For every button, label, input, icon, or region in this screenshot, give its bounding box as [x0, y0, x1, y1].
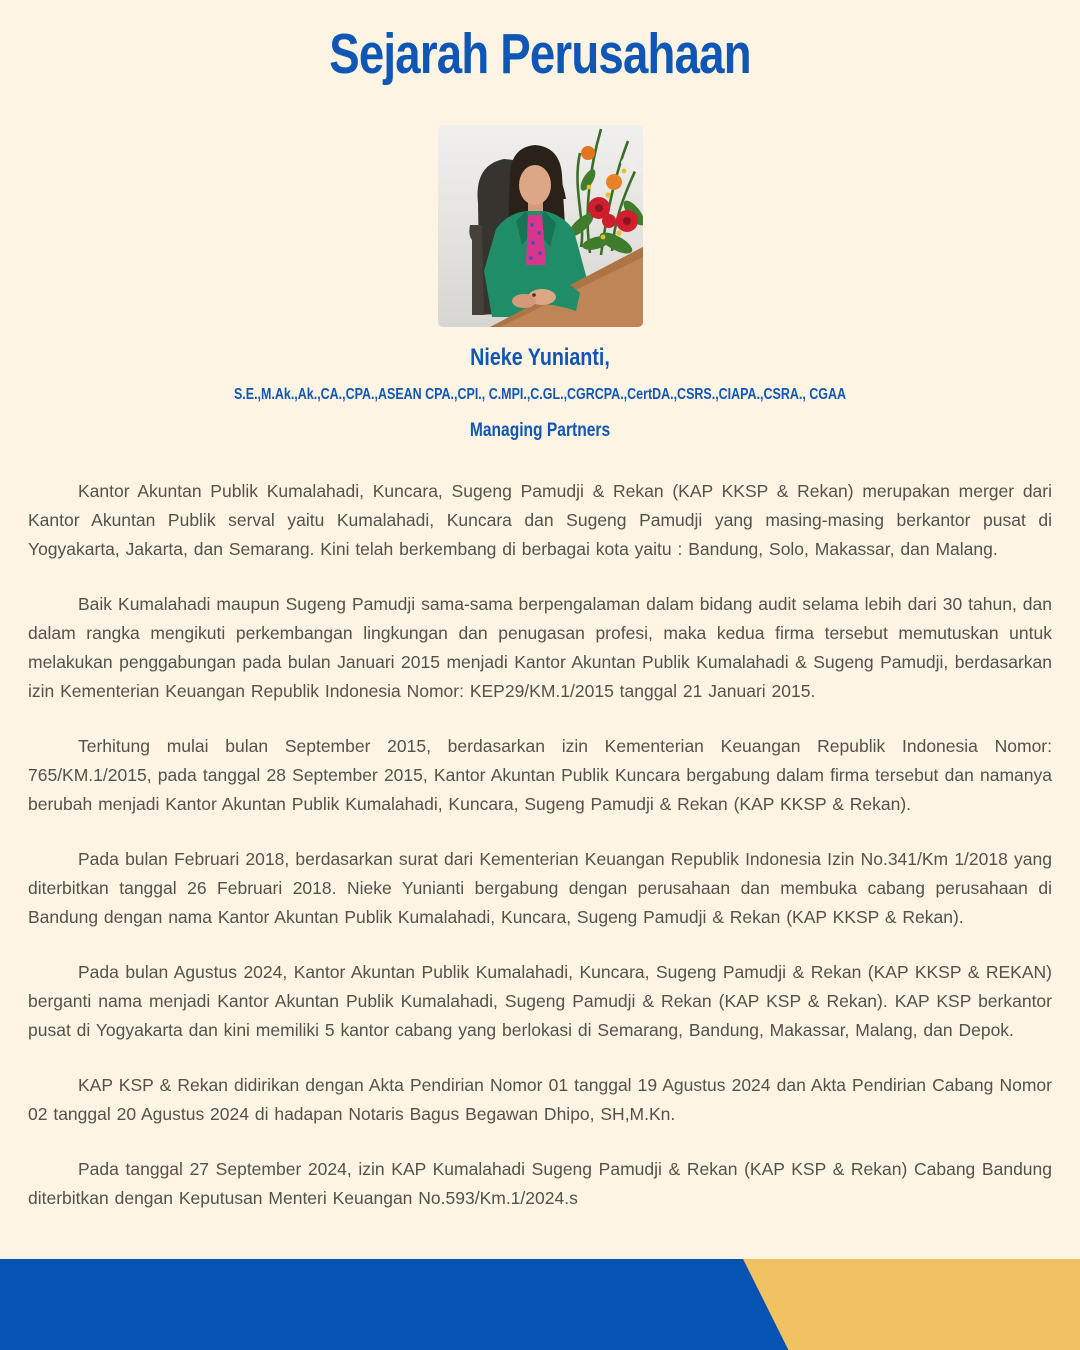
portrait-photo	[438, 125, 643, 327]
history-paragraph-2: Baik Kumalahadi maupun Sugeng Pamudji sama-sama berpengalaman dalam bidang audit selama lebih dari 30 tahun, dan dalam rangka mengikuti perkembangan lingkungan dan penugasan profesi, maka kedua firma tersebut memutuskan untuk melakukan penggabungan pada bulan Januari 2015 menjadi Kantor Akuntan Publik Kumalahadi & Sugeng Pamudji, berdasarkan izin Kementerian Keuangan Republik Indonesia Nomor: KEP29/KM.1/2015 tanggal 21 Januari 2015.	[28, 594, 1052, 701]
history-paragraph-5: Pada bulan Agustus 2024, Kantor Akuntan Publik Kumalahadi, Kuncara, Sugeng Pamudji & Rekan (KAP KKSP & REKAN) berganti nama menjadi Kantor Akuntan Publik Kumalahadi, Sugeng Pamudji & Rekan (KAP KSP & Rekan). KAP KSP berkantor pusat di Yogyakarta dan kini memiliki 5 kantor cabang yang berlokasi di Semarang, Bandung, Makassar, Malang, dan Depok.	[28, 962, 1052, 1040]
footer-band	[0, 1259, 1080, 1350]
profile-role: Managing Partners	[469, 420, 611, 441]
footer-yellow-wedge	[0, 1259, 1080, 1350]
history-text	[0, 477, 1080, 1213]
history-paragraph-7: Pada tanggal 27 September 2024, izin KAP Kumalahadi Sugeng Pamudji & Rekan (KAP KSP & Rekan) Cabang Bandung diterbitkan dengan Keputusan Menteri Keuangan No.593/Km.1/2024.s	[28, 1159, 1052, 1208]
portrait-photo-illustration	[438, 125, 643, 327]
history-paragraph-1: Kantor Akuntan Publik Kumalahadi, Kuncara, Sugeng Pamudji & Rekan (KAP KKSP & Rekan) merupakan merger dari Kantor Akuntan Publik serval yaitu Kumalahadi, Kuncara dan Sugeng Pamudji yang masing-masing berkantor pusat di Yogyakarta, Jakarta, dan Semarang. Kini telah berkembang di berbagai kota yaitu : Bandung, Solo, Makassar, dan Malang.	[28, 481, 1052, 559]
profile-name: Nieke Yunianti,	[470, 344, 610, 371]
history-paragraph-3: Terhitung mulai bulan September 2015, berdasarkan izin Kementerian Keuangan Republik Indonesia Nomor: 765/KM.1/2015, pada tanggal 28 September 2015, Kantor Akuntan Publik Kuncara bergabung dalam firma tersebut dan namanya berubah menjadi Kantor Akuntan Publik Kumalahadi, Kuncara, Sugeng Pamudji & Rekan (KAP KKSP & Rekan).	[28, 736, 1052, 814]
profile-credentials: S.E.,M.Ak.,Ak.,CA.,CPA.,ASEAN CPA.,CPI., C.MPI.,C.GL.,CGRCPA.,CertDA.,CSRS.,CIAPA.,CSRA., CGAA	[233, 386, 847, 403]
history-paragraph-6: KAP KSP & Rekan didirikan dengan Akta Pendirian Nomor 01 tanggal 19 Agustus 2024 dan Akta Pendirian Cabang Nomor 02 tanggal 20 Agustus 2024 di hadapan Notaris Bagus Begawan Dhipo, SH,M.Kn.	[28, 1075, 1052, 1124]
history-paragraph-4: Pada bulan Februari 2018, berdasarkan surat dari Kementerian Keuangan Republik Indonesia Izin No.341/Km 1/2018 yang diterbitkan tanggal 26 Februari 2018. Nieke Yunianti bergabung dengan perusahaan dan membuka cabang perusahaan di Bandung dengan nama Kantor Akuntan Publik Kumalahadi, Kuncara, Sugeng Pamudji & Rekan (KAP KKSP & Rekan).	[28, 849, 1052, 927]
page-title: Sejarah Perusahaan	[329, 22, 751, 86]
